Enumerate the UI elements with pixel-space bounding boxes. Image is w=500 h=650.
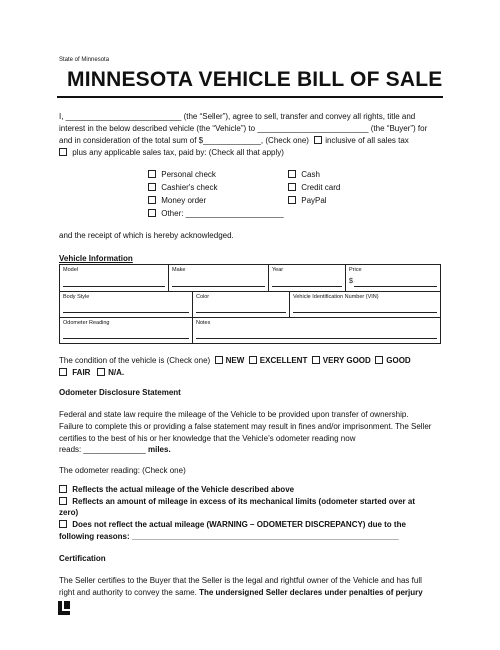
odometer-actual-checkbox[interactable] xyxy=(59,485,67,493)
body-style-underline xyxy=(63,312,189,313)
condition-na-label: N/A. xyxy=(108,368,125,377)
odometer-para-line-2: Failure to complete this or providing a false statement may result in fines and/or imprisonment. The Seller xyxy=(59,422,432,431)
credit-card-checkbox[interactable] xyxy=(288,183,296,191)
money-order-label: Money order xyxy=(161,196,207,205)
intro-line-2: interest in the below described vehicle (the “Vehicle”) to _________________________ (the “Buyer”) for xyxy=(59,124,428,133)
year-label: Year xyxy=(272,267,284,273)
price-label: Price xyxy=(349,267,362,273)
odometer-discrepancy-label: Does not reflect the actual mileage (WARNING – ODOMETER DISCREPANCY) due to the xyxy=(72,520,406,529)
make-field[interactable] xyxy=(168,264,269,292)
brand-logo-icon xyxy=(58,601,70,615)
plus-tax-checkbox[interactable] xyxy=(59,148,67,156)
personal-check-label: Personal check xyxy=(161,170,216,179)
vin-field[interactable] xyxy=(289,291,441,318)
color-underline xyxy=(196,312,286,313)
odometer-reading-check-label: The odometer reading: (Check one) xyxy=(59,466,186,475)
payment-cashiers-check[interactable] xyxy=(148,182,217,194)
payment-other[interactable] xyxy=(148,208,284,220)
payment-personal-check[interactable] xyxy=(148,169,216,181)
body-style-label: Body Style xyxy=(63,294,90,300)
condition-fair-checkbox[interactable] xyxy=(59,368,67,376)
odometer-excess-label: Reflects an amount of mileage in excess of its mechanical limits (odometer started over at xyxy=(72,497,416,506)
title-rule xyxy=(57,96,443,98)
model-field[interactable] xyxy=(59,264,169,292)
model-underline xyxy=(63,286,165,287)
condition-good-label: GOOD xyxy=(386,356,411,365)
price-underline xyxy=(354,286,437,287)
odometer-reads-label: reads: ______________ xyxy=(59,445,146,454)
certification-line-2-normal: right and authority to convey the same. xyxy=(59,588,197,597)
other-checkbox[interactable] xyxy=(148,209,156,217)
odometer-reading-underline xyxy=(63,338,189,339)
condition-excellent-label: EXCELLENT xyxy=(259,356,308,365)
payment-paypal[interactable] xyxy=(288,195,327,207)
odometer-reading-label: Odometer Reading xyxy=(63,320,110,326)
condition-good-checkbox[interactable] xyxy=(375,356,383,364)
notes-label: Notes xyxy=(196,320,211,326)
certification-heading: Certification xyxy=(59,554,106,563)
odometer-excess-checkbox[interactable] xyxy=(59,497,67,505)
price-field[interactable] xyxy=(345,264,441,292)
cash-label: Cash xyxy=(301,170,320,179)
payment-money-order[interactable] xyxy=(148,195,206,207)
odometer-para-line-4 xyxy=(59,444,171,456)
odometer-option-discrepancy xyxy=(59,519,406,531)
odometer-option-discrepancy-reasons: following reasons: ____________________________________________________________ xyxy=(59,532,399,541)
inclusive-tax-checkbox[interactable] xyxy=(314,136,322,144)
intro-line-3 xyxy=(59,135,409,147)
make-label: Make xyxy=(172,267,186,273)
condition-line-2 xyxy=(59,367,124,379)
color-label: Color xyxy=(196,294,210,300)
paypal-checkbox[interactable] xyxy=(288,196,296,204)
notes-underline xyxy=(196,338,437,339)
receipt-text: and the receipt of which is hereby acknowledged. xyxy=(59,231,234,240)
plus-tax-label: plus any applicable sales tax, paid by: (Check all that apply) xyxy=(72,148,284,157)
state-label: State of Minnesota xyxy=(59,57,110,63)
condition-excellent-checkbox[interactable] xyxy=(249,356,257,364)
condition-new-label: NEW xyxy=(225,356,245,365)
condition-new-checkbox[interactable] xyxy=(215,356,223,364)
odometer-option-excess xyxy=(59,496,415,508)
color-field[interactable] xyxy=(192,291,290,318)
cash-checkbox[interactable] xyxy=(288,170,296,178)
condition-very-good-checkbox[interactable] xyxy=(312,356,320,364)
vehicle-info-heading: Vehicle Information xyxy=(59,254,133,263)
odometer-option-actual xyxy=(59,484,294,496)
intro-line-4 xyxy=(59,147,284,159)
condition-line-1 xyxy=(59,355,411,367)
condition-na-checkbox[interactable] xyxy=(97,368,105,376)
paypal-label: PayPal xyxy=(301,196,327,205)
odometer-miles-label: miles. xyxy=(147,445,171,454)
model-label: Model xyxy=(63,267,78,273)
money-order-checkbox[interactable] xyxy=(148,196,156,204)
other-label: Other: ______________________ xyxy=(161,209,284,218)
vin-underline xyxy=(293,312,437,313)
odometer-para-line-3: certifies to the best of his or her knowledge that the Vehicle’s odometer reading now xyxy=(59,434,356,443)
condition-fair-label: FAIR xyxy=(72,368,91,377)
intro-line-3-text: and in consideration of the total sum of $_____________, (Check one) xyxy=(59,136,309,145)
document-title: MINNESOTA VEHICLE BILL OF SALE xyxy=(67,68,443,91)
credit-card-label: Credit card xyxy=(301,183,341,192)
personal-check-checkbox[interactable] xyxy=(148,170,156,178)
cashiers-check-checkbox[interactable] xyxy=(148,183,156,191)
odometer-reading-field[interactable] xyxy=(59,317,193,344)
make-underline xyxy=(172,286,265,287)
odometer-para-line-1: Federal and state law require the mileage of the Vehicle to be provided upon transfer of ownership. xyxy=(59,410,409,419)
certification-line-2 xyxy=(59,587,423,599)
year-underline xyxy=(272,286,342,287)
odometer-heading: Odometer Disclosure Statement xyxy=(59,388,181,397)
intro-line-1: I, __________________________ (the “Seller”), agree to sell, transfer and convey all rights, title and xyxy=(59,112,416,121)
notes-field[interactable] xyxy=(192,317,441,344)
body-style-field[interactable] xyxy=(59,291,193,318)
vin-label: Vehicle Identification Number (VIN) xyxy=(293,294,379,300)
certification-line-1: The Seller certifies to the Buyer that the Seller is the legal and rightful owner of the Vehicle and has full xyxy=(59,576,422,585)
odometer-option-excess-cont: zero) xyxy=(59,508,79,517)
inclusive-tax-label: inclusive of all sales tax xyxy=(325,136,409,145)
odometer-actual-label: Reflects the actual mileage of the Vehicle described above xyxy=(72,485,295,494)
payment-credit-card[interactable] xyxy=(288,182,340,194)
price-dollar-sign: $ xyxy=(349,278,353,285)
payment-cash[interactable] xyxy=(288,169,320,181)
condition-prefix: The condition of the vehicle is (Check one) xyxy=(59,356,211,365)
certification-line-2-bold: The undersigned Seller declares under penalties of perjury xyxy=(199,588,423,597)
condition-very-good-label: VERY GOOD xyxy=(322,356,371,365)
year-field[interactable] xyxy=(268,264,346,292)
odometer-discrepancy-checkbox[interactable] xyxy=(59,520,67,528)
cashiers-check-label: Cashier's check xyxy=(161,183,218,192)
